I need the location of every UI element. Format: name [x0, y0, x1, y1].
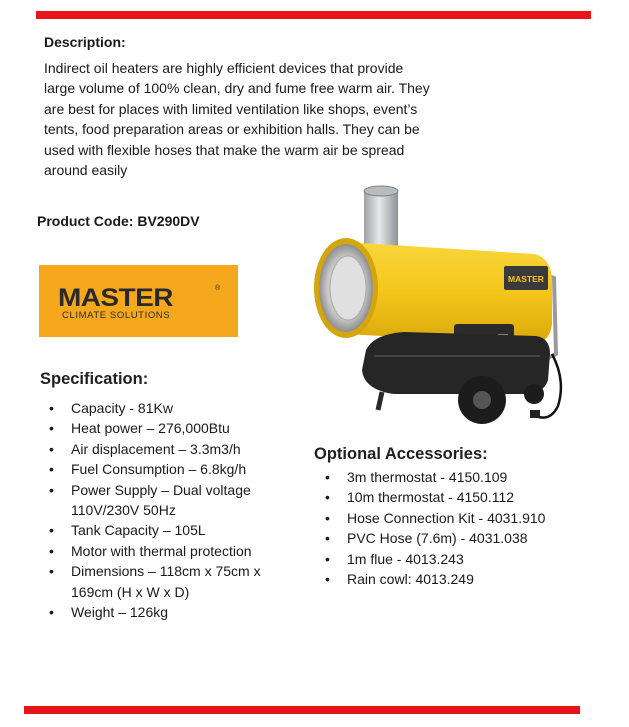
fuel-tank — [362, 332, 550, 394]
flue-pipe — [364, 190, 398, 252]
description-line: are best for places with limited ventilation like shops, event’s — [44, 100, 418, 117]
spec-item: • Fuel Consumption – 6.8kg/h — [46, 459, 286, 479]
logo-wordmark: MASTER — [58, 284, 173, 312]
accessories-heading: Optional Accessories: — [314, 445, 488, 463]
description-line: used with flexible hoses that make the warm air be spread — [44, 141, 405, 158]
description-line: large volume of 100% clean, dry and fume free warm air. They — [44, 80, 430, 97]
accessory-item: • Hose Connection Kit - 4031.910 — [322, 508, 602, 528]
accessory-item: • PVC Hose (7.6m) - 4031.038 — [322, 528, 602, 548]
heater-brand-label: MASTER — [508, 274, 544, 284]
spec-item: • Tank Capacity – 105L — [46, 520, 286, 540]
logo-tagline: CLIMATE SOLUTIONS — [62, 310, 171, 321]
description-line: around easily — [44, 162, 128, 179]
accessory-item: • 3m thermostat - 4150.109 — [322, 467, 602, 487]
master-logo — [39, 265, 238, 337]
description-heading: Description: — [44, 34, 126, 50]
specification-heading: Specification: — [40, 370, 149, 388]
spec-item: • Heat power – 276,000Btu — [46, 418, 286, 438]
specification-list — [46, 398, 286, 622]
spec-item: • Power Supply – Dual voltage 110V/230V 50Hz — [46, 480, 286, 521]
accessory-item: • Rain cowl: 4013.249 — [322, 569, 602, 589]
product-code: Product Code: BV290DV — [37, 213, 200, 229]
accessory-item: • 10m thermostat - 4150.112 — [322, 487, 602, 507]
spec-item: • Capacity - 81Kw — [46, 398, 286, 418]
heater-product-image — [304, 184, 566, 430]
spec-item: • Dimensions – 118cm x 75cm x 169cm (H x W x D) — [46, 561, 286, 602]
spec-item: • Motor with thermal protection — [46, 541, 286, 561]
bottom-accent-bar — [24, 706, 580, 714]
description-text — [44, 58, 484, 180]
description-line: tents, food preparation areas or exhibition halls. They can be — [44, 121, 420, 138]
accessory-item: • 1m flue - 4013.243 — [322, 549, 602, 569]
top-accent-bar — [36, 11, 591, 19]
spec-item: • Air displacement – 3.3m3/h — [46, 439, 286, 459]
spec-item: • Weight – 126kg — [46, 602, 286, 622]
logo-registered-mark: ® — [215, 285, 221, 292]
description-line: Indirect oil heaters are highly efficient devices that provide — [44, 60, 404, 76]
accessories-list — [322, 467, 602, 589]
